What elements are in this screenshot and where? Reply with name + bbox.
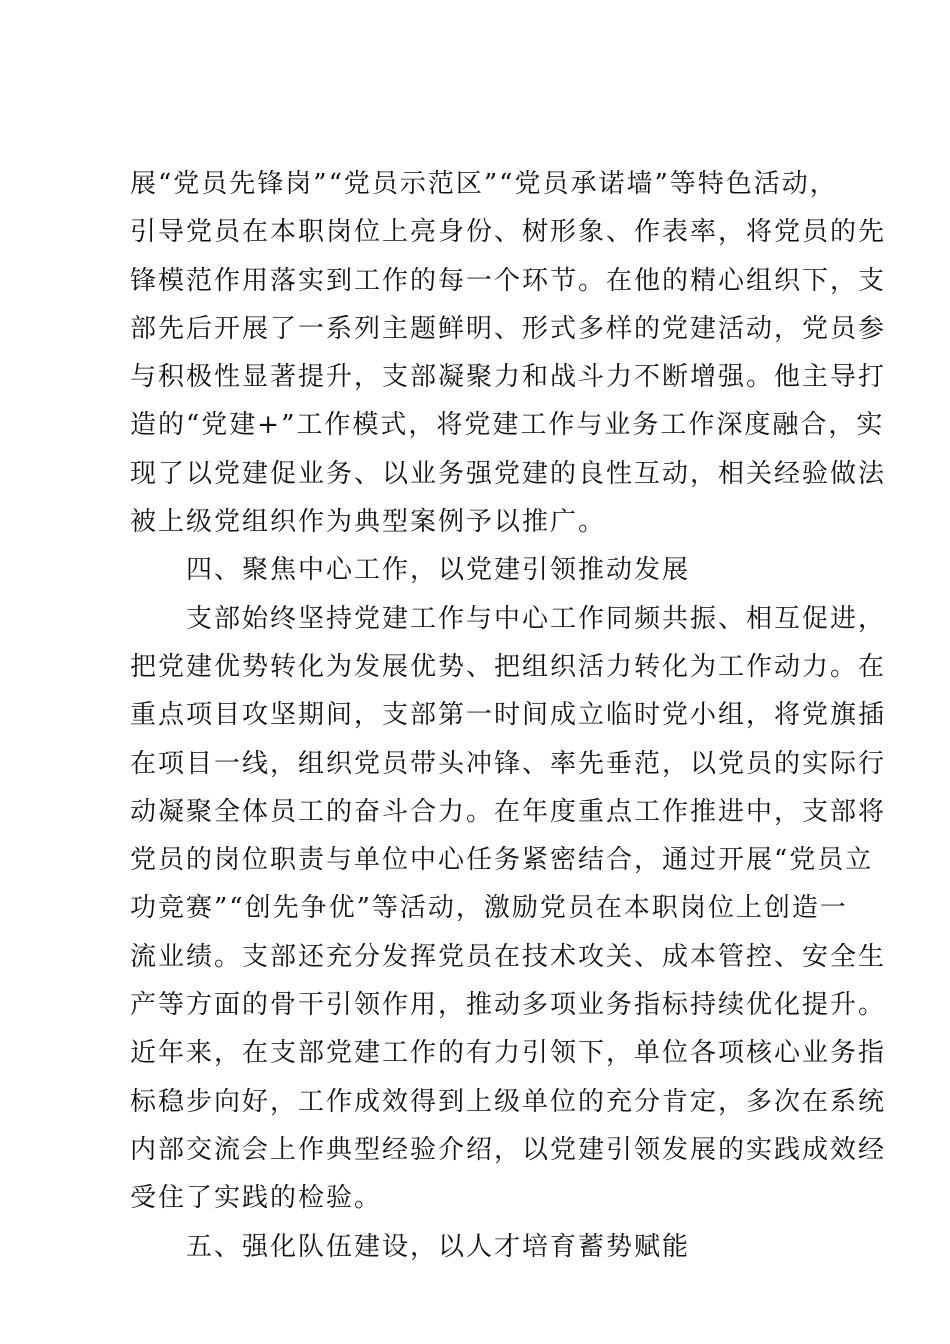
paragraph-line: 重点项目攻坚期间，支部第一时间成立临时党小组，将党旗插: [130, 700, 887, 731]
paragraph-line: 近年来，在支部党建工作的有力引领下，单位各项核心业务指: [130, 1038, 887, 1069]
section-heading-5: 五、强化队伍建设，以人才培育蓄势赋能: [186, 1231, 691, 1262]
paragraph-line: 造的“党建+”工作模式，将党建工作与业务工作深度融合，实: [130, 410, 885, 441]
paragraph-line: 标稳步向好，工作成效得到上级单位的充分肯定，多次在系统: [130, 1086, 887, 1117]
paragraph-line: 被上级党组织作为典型案例予以推广。: [130, 507, 607, 538]
paragraph-line: 与积极性显著提升，支部凝聚力和战斗力不断增强。他主导打: [130, 362, 887, 393]
paragraph-line: 流业绩。支部还充分发挥党员在技术攻关、成本管控、安全生: [130, 941, 887, 972]
paragraph-line: 在项目一线，组织党员带头冲锋、率先垂范，以党员的实际行: [130, 748, 887, 779]
paragraph-center-work: [130, 595, 887, 1223]
section-heading-4: 四、聚焦中心工作，以党建引领推动发展: [186, 555, 691, 586]
paragraph-line: 受住了实践的检验。: [130, 1183, 383, 1214]
paragraph-line: 现了以党建促业务、以业务强党建的良性互动，相关经验做法: [130, 458, 887, 489]
paragraph-line: 展“党员先锋岗”“党员示范区”“党员承诺墙”等特色活动，: [130, 169, 838, 199]
paragraph-line: 锋模范作用落实到工作的每一个环节。在他的精心组织下，支: [130, 265, 887, 296]
paragraph-line: 支部始终坚持党建工作与中心工作同频共振、相互促进，: [186, 603, 887, 634]
paragraph-line: 内部交流会上作典型经验介绍，以党建引领发展的实践成效经: [130, 1134, 887, 1165]
paragraph-line: 把党建优势转化为发展优势、把组织活力转化为工作动力。在: [130, 651, 887, 682]
paragraph-line: 党员的岗位职责与单位中心任务紧密结合，通过开展“党员立: [130, 845, 874, 876]
paragraph-line: 部先后开展了一系列主题鲜明、形式多样的党建活动，党员参: [130, 313, 887, 344]
paragraph-activities: [130, 160, 887, 546]
paragraph-line: 产等方面的骨干引领作用，推动多项业务指标持续优化提升。: [130, 990, 887, 1021]
paragraph-line: 引导党员在本职岗位上亮身份、树形象、作表率，将党员的先: [130, 217, 887, 248]
document-body: [130, 160, 887, 1271]
paragraph-line: 功竞赛”“创先争优”等活动，激励党员在本职岗位上创造一: [130, 893, 848, 924]
paragraph-line: 动凝聚全体员工的奋斗合力。在年度重点工作推进中，支部将: [130, 796, 887, 827]
